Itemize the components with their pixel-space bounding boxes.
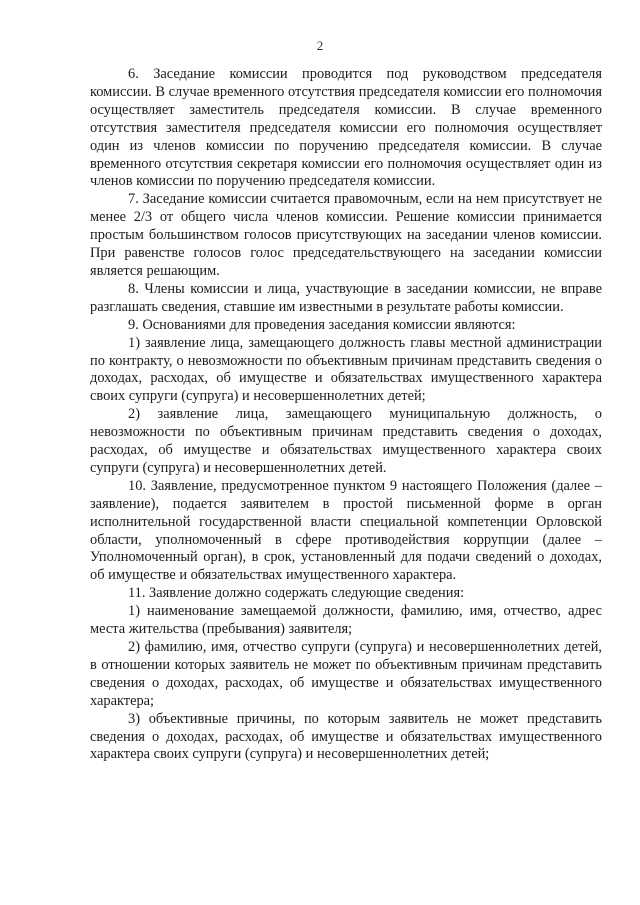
- paragraph-9-item-1: 1) заявление лица, замещающего должность главы местной администрации по контракту, о невозможности по объективным причинам представить сведения о доходах, расходах, об имуществе и обязательствах имущественного характера своих супруги (супруга) и несовершеннолетних детей;: [90, 334, 602, 405]
- paragraph-11-item-3: 3) объективные причины, по которым заявитель не может представить сведения о доходах, расходах, об имуществе и обязательствах имущественного характера своих супруги (супруга) и несовершеннолетних детей;: [90, 710, 602, 763]
- paragraph-7: 7. Заседание комиссии считается правомочным, если на нем присутствует не менее 2/3 от общего числа членов комиссии. Решение комиссии принимается простым большинством голосов присутствующих на заседании членов комиссии. При равенстве голосов голос председательствующего на заседании комиссии является решающим.: [90, 191, 602, 279]
- paragraph-6: 6. Заседание комиссии проводится под руководством председателя комиссии. В случае временного отсутствия председателя комиссии его полномочия осуществляет заместитель председателя комиссии. В случае временного отсутствия заместителя председателя комиссии его полномочия осуществляет один из членов комиссии по поручению председателя комиссии. В случае временного отсутствия секретаря комиссии его полномочия осуществляет один из членов комиссии по поручению председателя комиссии.: [90, 66, 602, 190]
- paragraph-11-item-2: 2) фамилию, имя, отчество супруги (супруга) и несовершеннолетних детей, в отношении которых заявитель не может по объективным причинам представить сведения о доходах, расходах, об имуществе и обязательствах имущественного характера;: [90, 639, 602, 709]
- document-body: [90, 66, 602, 764]
- paragraph-11-item-1: 1) наименование замещаемой должности, фамилию, имя, отчество, адрес места жительства (пребывания) заявителя;: [90, 603, 602, 638]
- page-number: 2: [316, 38, 324, 53]
- paragraph-8: 8. Члены комиссии и лица, участвующие в заседании комиссии, не вправе разглашать сведения, ставшие им известными в результате работы комиссии.: [90, 280, 602, 315]
- paragraph-9: 9. Основаниями для проведения заседания комиссии являются:: [128, 316, 516, 333]
- paragraph-9-item-2: 2) заявление лица, замещающего муниципальную должность, о невозможности по объективным причинам представить сведения о доходах, расходах, об имуществе и обязательствах имущественного характера своих супруги (супруга) и несовершеннолетних детей.: [90, 406, 602, 476]
- paragraph-11: 11. Заявление должно содержать следующие сведения:: [128, 585, 465, 602]
- paragraph-10: 10. Заявление, предусмотренное пунктом 9 настоящего Положения (далее – заявление), подается заявителем в простой письменной форме в орган исполнительной государственной власти специальной компетенции Орловской области, уполномоченный в сфере противодействия коррупции (далее – Уполномоченный орган), в срок, установленный для подачи сведений о доходах, об имуществе и обязательствах имущественного характера.: [90, 477, 602, 584]
